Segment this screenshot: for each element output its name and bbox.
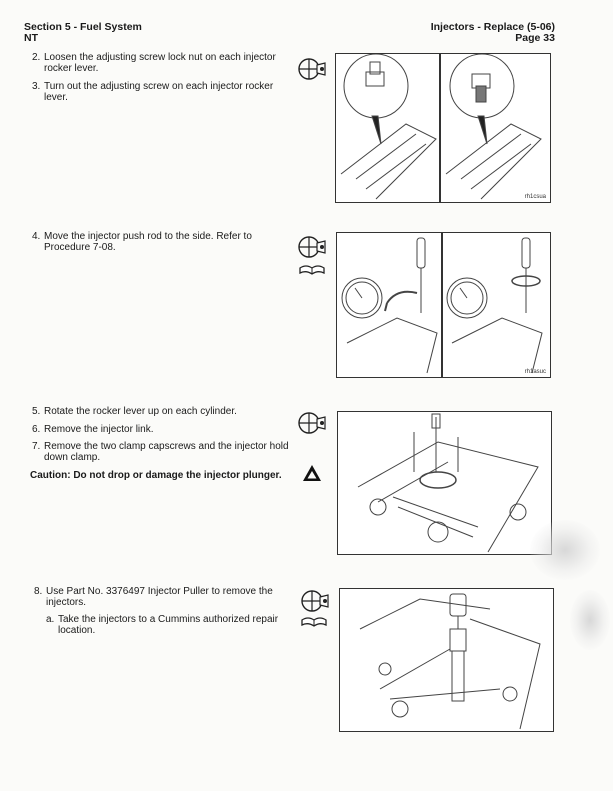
figure-hold-down-clamp bbox=[337, 411, 552, 555]
step-8a: a. Take the injectors to a Cummins authorized repair location. bbox=[46, 614, 279, 636]
figure-illustration bbox=[340, 589, 553, 731]
wheel-eye-icon bbox=[300, 588, 330, 614]
step-6: 6. Remove the injector link. bbox=[32, 424, 154, 435]
step-3: 3. Turn out the adjusting screw on each injector rocker lever. bbox=[32, 81, 274, 103]
step-8: 8. Use Part No. 3376497 Injector Puller to remove the injectors. bbox=[34, 586, 273, 608]
page-number: Page 33 bbox=[515, 32, 555, 44]
figure-adjusting-screw bbox=[335, 53, 551, 203]
figure-divider bbox=[441, 233, 443, 377]
wheel-eye-icon bbox=[297, 234, 327, 260]
procedure-header bbox=[431, 22, 555, 44]
warning-triangle-icon bbox=[302, 464, 322, 482]
step-4: 4. Move the injector push rod to the side. Refer to Procedure 7-08. bbox=[32, 231, 252, 253]
figure-divider bbox=[439, 54, 441, 202]
step-2: 2. Loosen the adjusting screw lock nut on each injector rocker lever. bbox=[32, 52, 276, 74]
step-5: 5. Rotate the rocker lever up on each cylinder. bbox=[32, 406, 237, 417]
figure-push-rod bbox=[336, 232, 551, 378]
engine-model: NT bbox=[24, 32, 38, 44]
manual-book-icon bbox=[298, 262, 326, 276]
wheel-eye-icon bbox=[297, 410, 327, 436]
section-title: Section 5 - Fuel System bbox=[24, 21, 142, 33]
scan-smudge bbox=[530, 520, 600, 580]
scan-smudge bbox=[570, 590, 610, 650]
procedure-title: Injectors - Replace (5-06) bbox=[430, 21, 555, 33]
figure-injector-puller bbox=[339, 588, 554, 732]
section-header bbox=[24, 22, 142, 44]
manual-book-icon bbox=[300, 614, 328, 628]
figure-code: rh1asuc bbox=[524, 369, 546, 375]
figure-illustration bbox=[336, 54, 550, 202]
caution-note: Caution: Do not drop or damage the injector plunger. bbox=[30, 470, 282, 481]
step-7: 7. Remove the two clamp capscrews and the injector hold down clamp. bbox=[32, 441, 289, 463]
wheel-eye-icon bbox=[297, 56, 327, 82]
figure-illustration bbox=[338, 412, 551, 554]
figure-illustration bbox=[337, 233, 550, 377]
figure-code: rh1csua bbox=[524, 194, 546, 200]
